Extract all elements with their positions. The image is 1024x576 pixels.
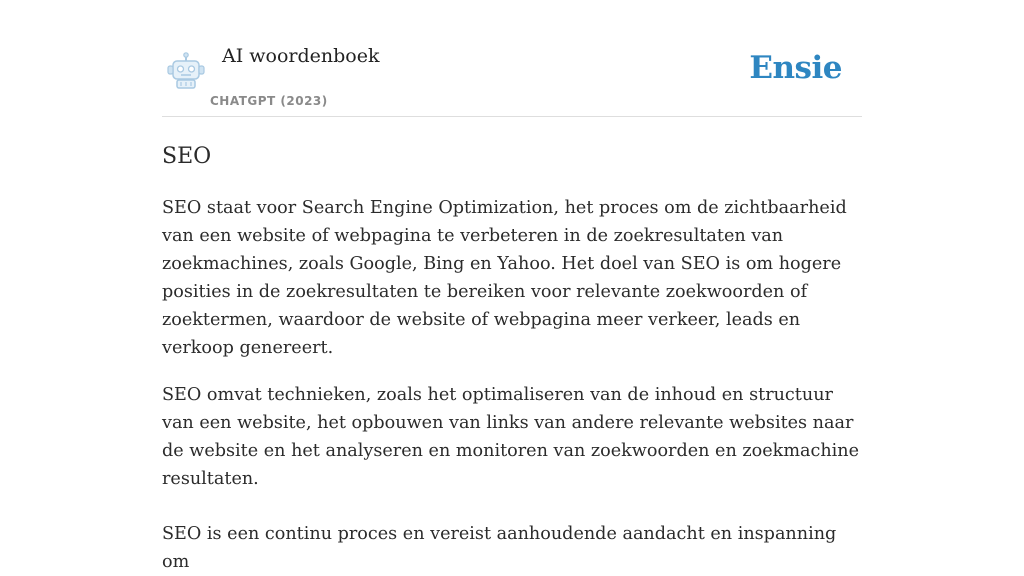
entry-paragraph-2: SEO omvat technieken, zoals het optimaliseren van de inhoud en structuur van een website, het opbouwen van links van andere relevante websites naar de website en het analyseren en monitoren van zoekwoorden en zoekmachine resultaten. (162, 385, 860, 489)
entry-card (162, 0, 862, 576)
entry-term: SEO (162, 144, 212, 169)
source-title[interactable]: AI woordenboek (222, 45, 380, 67)
entry-paragraph-3: SEO is een continu proces en vereist aanhoudende aandacht en inspanning om (162, 524, 837, 572)
brand-logo[interactable]: Ensie (749, 50, 842, 86)
source-subtitle: CHATGPT (2023) (210, 94, 328, 108)
entry-header (162, 0, 862, 117)
robot-icon (166, 52, 206, 90)
entry-paragraph-1: SEO staat voor Search Engine Optimization, het proces om de zichtbaarheid van een website of webpagina te verbeteren in de zoekresultaten van zoekmachines, zoals Google, Bing en Yahoo. Het doel van SEO is om hogere posities in de zoekresultaten te bereiken voor relevante zoekwoorden of zoektermen, waardoor de website of webpagina meer verkeer, leads en verkoop genereert. (162, 198, 847, 358)
